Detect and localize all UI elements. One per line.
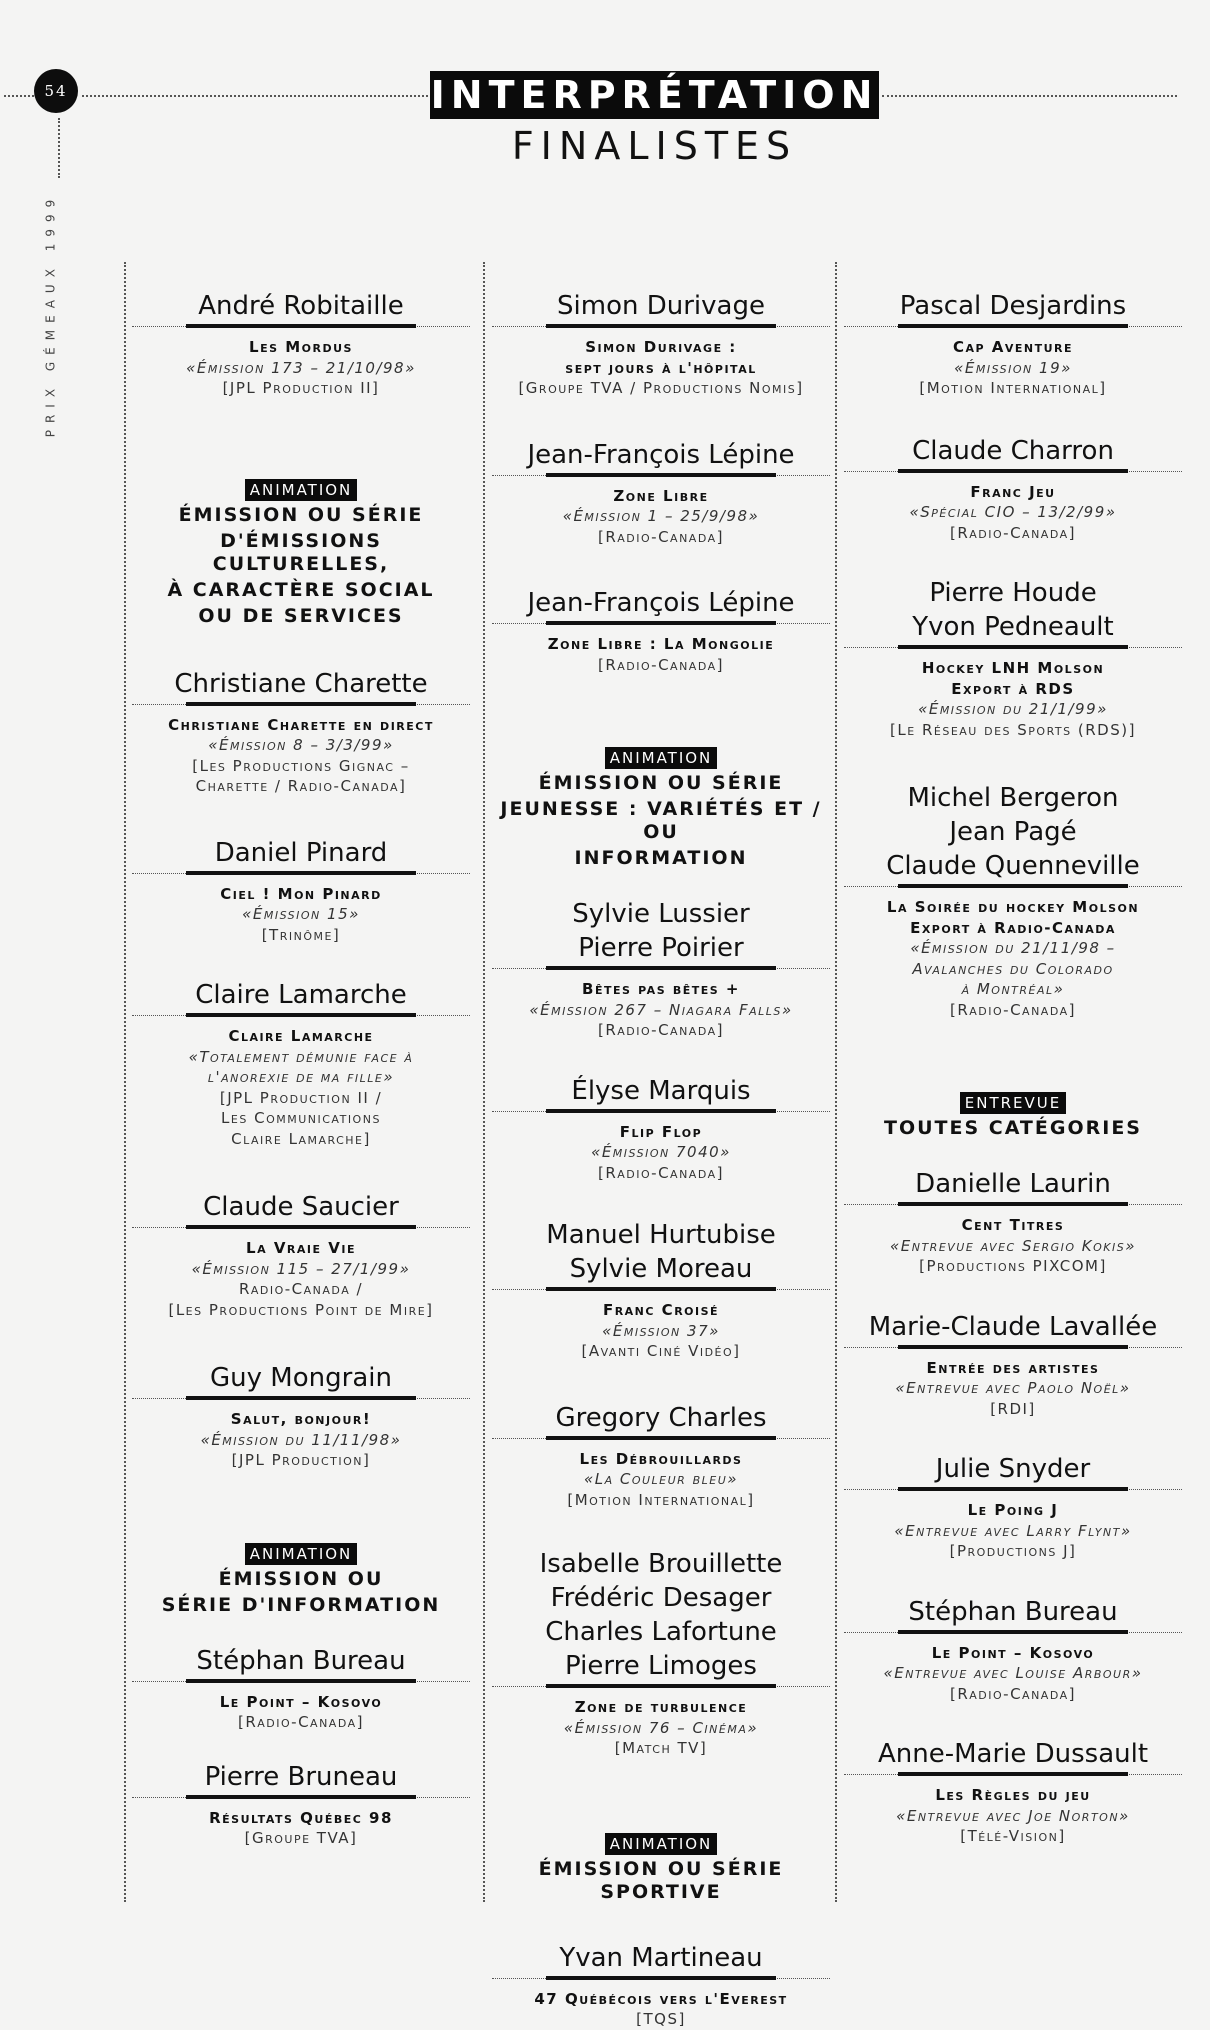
column-1: [132, 256, 470, 1849]
finalist-name: Yvan Martineau: [559, 1942, 763, 1973]
production-credit: [Avanti Ciné Vidéo]: [581, 1342, 741, 1360]
program-title: Ciel ! Mon Pinard: [220, 884, 382, 903]
finalist-name: Claire Lamarche: [195, 980, 407, 1010]
name-rule: [844, 471, 1182, 472]
finalist-name: Pierre Poirier: [578, 933, 744, 963]
category-tag: ENTREVUE: [960, 1092, 1066, 1114]
program-title: Hockey LNH Molson: [921, 659, 1105, 677]
finalist-entry: [132, 1193, 470, 1320]
name-rule: [844, 647, 1182, 648]
program-title: Cent Titres: [961, 1216, 1065, 1234]
finalist-entry: [132, 670, 470, 797]
page-number: 54: [34, 69, 78, 113]
name-rule: [492, 968, 830, 969]
category-title-line: OU DE SERVICES: [198, 604, 404, 627]
program-title: Export à RDS: [951, 679, 1075, 698]
finalist-name: Claude Saucier: [203, 1192, 399, 1222]
name-rule: [132, 1015, 470, 1016]
name-rule: [492, 326, 830, 327]
production-credit: [Les Productions Point de Mire]: [168, 1300, 434, 1319]
finalist-name: Daniel Pinard: [214, 837, 388, 868]
program-title: Zone Libre : La Mongolie: [547, 635, 775, 653]
category-tag: ANIMATION: [245, 1543, 358, 1565]
program-title: Les Débrouillards: [579, 1449, 743, 1468]
column-3: [844, 256, 1182, 1847]
finalist-entry: [492, 441, 830, 548]
episode-detail: «Totalement démunie face à: [188, 1047, 414, 1066]
finalist-entry: [844, 1170, 1182, 1277]
finalist-entry: [844, 1455, 1182, 1562]
program-title: Franc Croisé: [602, 1301, 720, 1319]
finalist-name: Simon Durivage: [557, 291, 765, 321]
episode-detail: «Émission 267 – Niagara Falls»: [529, 1000, 793, 1019]
name-rule: [492, 1111, 830, 1112]
production-credit: [JPL Production II /: [219, 1088, 383, 1107]
program-title: Entrée des artistes: [926, 1358, 1100, 1377]
finalist-entry: [492, 1077, 830, 1184]
finalist-name: Pascal Desjardins: [899, 291, 1127, 321]
episode-detail: «Émission 76 – Cinéma»: [563, 1718, 759, 1737]
category-block: [132, 479, 470, 628]
production-credit: [Radio-Canada]: [598, 1021, 724, 1039]
category-title-line: D'ÉMISSIONS CULTURELLES,: [212, 529, 390, 575]
episode-detail: «Émission 8 – 3/3/99»: [208, 736, 394, 754]
production-credit: [Motion International]: [567, 1490, 755, 1509]
episode-detail: «Spécial CIO – 13/2/99»: [909, 503, 1117, 521]
finalist-name: Yvon Pedneault: [912, 612, 1114, 642]
category-block: [492, 747, 830, 870]
episode-detail: «Émission 173 – 21/10/98»: [186, 358, 416, 377]
finalist-name: André Robitaille: [198, 291, 404, 321]
finalist-name: Sylvie Lussier: [572, 899, 750, 929]
name-rule: [132, 1398, 470, 1399]
finalist-name: Stéphan Bureau: [196, 1645, 406, 1676]
finalist-name: Pierre Houde: [929, 578, 1097, 608]
finalist-name: Guy Mongrain: [210, 1363, 392, 1393]
finalist-name: Isabelle Brouillette: [539, 1549, 783, 1579]
production-credit: Claire Lamarche]: [231, 1129, 371, 1148]
name-rule: [844, 1204, 1182, 1205]
name-rule: [132, 326, 470, 327]
category-title-line: ÉMISSION OU: [218, 1567, 384, 1590]
episode-detail: «Émission du 11/11/98»: [200, 1430, 402, 1449]
episode-detail: «Émission 7040»: [591, 1143, 731, 1161]
name-rule: [844, 1774, 1182, 1775]
program-title: Le Poing J: [967, 1501, 1059, 1519]
production-credit: [Radio-Canada]: [598, 527, 724, 546]
finalist-name: Élyse Marquis: [571, 1075, 751, 1106]
finalist-name: Christiane Charette: [174, 668, 428, 699]
episode-detail: «Entrevue avec Sergio Kokis»: [890, 1236, 1136, 1255]
finalist-entry: [844, 1740, 1182, 1847]
finalist-name: Pierre Bruneau: [204, 1761, 398, 1792]
production-credit: [Radio-Canada]: [950, 523, 1076, 542]
episode-detail: «Entrevue avec Louise Arbour»: [883, 1664, 1143, 1682]
finalist-entry: [132, 1647, 470, 1733]
finalist-name: Jean Pagé: [949, 817, 1077, 847]
program-title: sept jours à l'hôpital: [565, 358, 757, 377]
finalist-entry: [132, 292, 470, 399]
header-dotted-rule-left: [4, 95, 34, 97]
finalist-entry: [844, 1598, 1182, 1705]
finalist-entry: [492, 900, 830, 1041]
production-credit: [Productions J]: [949, 1542, 1077, 1560]
production-credit: [JPL Production]: [231, 1451, 371, 1469]
name-rule: [492, 1289, 830, 1290]
finalist-entry: [492, 1221, 830, 1362]
production-credit: [TQS]: [636, 2010, 686, 2028]
side-dotted-rule: [58, 118, 60, 178]
episode-detail: «Émission 19»: [954, 358, 1072, 377]
program-title: Cap Aventure: [952, 338, 1074, 356]
production-credit: [Radio-Canada]: [950, 1684, 1076, 1703]
program-title: Flip Flop: [619, 1122, 703, 1141]
finalist-name: Jean-François Lépine: [527, 588, 795, 618]
episode-detail: à Montréal»: [961, 980, 1065, 998]
program-title: Les Règles du jeu: [935, 1786, 1091, 1804]
finalist-entry: [844, 579, 1182, 740]
finalist-entry: [844, 437, 1182, 544]
program-title: La Soirée du hockey Molson: [886, 898, 1140, 916]
category-block: [132, 1543, 470, 1617]
finalist-entry: [492, 1550, 830, 1759]
program-title: Zone Libre: [613, 486, 709, 505]
name-rule: [492, 1686, 830, 1687]
episode-detail: «Émission 115 – 27/1/99»: [191, 1259, 411, 1278]
category-title-line: SÉRIE D'INFORMATION: [161, 1593, 441, 1616]
finalist-name: Claude Charron: [912, 435, 1114, 466]
header-dotted-rule-mid: [82, 95, 428, 97]
program-title: Résultats Québec 98: [209, 1808, 393, 1827]
name-rule: [492, 475, 830, 476]
production-credit: [Radio-Canada]: [238, 1713, 364, 1731]
finalist-entry: [132, 981, 470, 1149]
episode-detail: «Émission du 21/11/98 –: [910, 939, 1116, 957]
category-title-line: ÉMISSION OU SÉRIE: [538, 772, 784, 794]
section-subtitle: FINALISTES: [511, 124, 798, 168]
program-title: Claire Lamarche: [228, 1027, 374, 1045]
category-title-line: INFORMATION: [574, 847, 748, 869]
program-title: 47 Québécois vers l'Everest: [534, 1989, 788, 2008]
finalist-name: Julie Snyder: [935, 1454, 1091, 1484]
name-rule: [132, 873, 470, 874]
finalist-entry: [492, 589, 830, 675]
program-title: La Vraie Vie: [246, 1239, 356, 1257]
name-rule: [492, 1438, 830, 1439]
episode-detail: «Entrevue avec Larry Flynt»: [894, 1521, 1132, 1540]
section-title: INTERPRÉTATION: [430, 73, 879, 117]
finalist-entry: [132, 1763, 470, 1849]
category-title-line: ÉMISSION OU SÉRIE: [178, 503, 424, 526]
finalist-name: Charles Lafortune: [545, 1617, 777, 1647]
program-title: Salut, bonjour!: [230, 1410, 372, 1428]
side-running-title-text: PRIX GÉMEAUX 1999: [43, 192, 57, 438]
production-credit: Les Communications: [221, 1109, 381, 1127]
production-credit: [Groupe TVA]: [244, 1829, 358, 1847]
name-rule: [844, 326, 1182, 327]
finalist-name: Claude Quenneville: [886, 851, 1140, 881]
column-separator: [124, 262, 126, 1902]
category-block: [492, 1833, 830, 1904]
name-rule: [844, 886, 1182, 887]
episode-detail: Avalanches du Colorado: [912, 959, 1114, 978]
finalist-name: Danielle Laurin: [915, 1169, 1111, 1199]
production-credit: [Trinôme]: [261, 925, 341, 944]
category-tag: ANIMATION: [605, 1833, 718, 1855]
name-rule: [492, 1978, 830, 1979]
program-title: Le Point – Kosovo: [931, 1643, 1095, 1662]
finalist-entry: [844, 1313, 1182, 1420]
finalist-entry: [492, 1404, 830, 1511]
finalist-entry: [132, 1364, 470, 1471]
finalist-name: Manuel Hurtubise: [546, 1220, 776, 1250]
column-2: [492, 256, 830, 2030]
episode-detail: «La Couleur bleu»: [583, 1470, 739, 1488]
production-credit: [Télé-Vision]: [960, 1827, 1066, 1845]
production-credit: [JPL Production II]: [222, 379, 380, 397]
column-separator: [835, 262, 837, 1902]
name-rule: [492, 623, 830, 624]
production-credit: [Les Productions Gignac –: [192, 756, 410, 775]
program-title: Franc Jeu: [970, 482, 1056, 501]
header-dotted-rule-right: [882, 95, 1177, 97]
column-separator: [483, 262, 485, 1902]
name-rule: [844, 1347, 1182, 1348]
finalist-name: Pierre Limoges: [565, 1651, 757, 1681]
production-credit: [RDI]: [990, 1399, 1036, 1418]
side-running-title: [40, 192, 60, 438]
category-title-line: TOUTES CATÉGORIES: [883, 1117, 1142, 1139]
production-credit: Charette / Radio-Canada]: [195, 777, 407, 795]
finalist-entry: [492, 292, 830, 399]
program-title: Les Mordus: [249, 338, 353, 356]
category-block: [844, 1092, 1182, 1140]
finalist-name: Marie-Claude Lavallée: [868, 1311, 1158, 1342]
category-title-line: ÉMISSION OU SÉRIE SPORTIVE: [538, 1857, 784, 1903]
production-credit: [Le Réseau des Sports (RDS)]: [890, 720, 1136, 739]
finalist-entry: [844, 292, 1182, 399]
finalist-name: Stéphan Bureau: [908, 1596, 1118, 1627]
production-credit: [Radio-Canada]: [950, 1000, 1076, 1019]
finalist-entry: [492, 1944, 830, 2030]
program-title: Export à Radio-Canada: [910, 918, 1116, 937]
production-credit: [Motion International]: [919, 379, 1107, 397]
episode-detail: «Entrevue avec Paolo Noël»: [895, 1379, 1131, 1397]
episode-detail: «Émission 15»: [242, 905, 360, 923]
finalist-name: Sylvie Moreau: [569, 1254, 753, 1284]
program-title: Christiane Charette en direct: [168, 715, 434, 734]
finalist-entry: [132, 839, 470, 946]
name-rule: [844, 1489, 1182, 1490]
finalist-name: Jean-François Lépine: [527, 439, 795, 470]
program-title: Bêtes pas bêtes +: [582, 980, 740, 998]
category-title-line: JEUNESSE : VARIÉTÉS ET / OU: [500, 798, 822, 843]
episode-detail: l'anorexie de ma fille»: [207, 1068, 395, 1086]
episode-detail: «Émission 1 – 25/9/98»: [562, 507, 760, 525]
category-tag: ANIMATION: [245, 479, 358, 501]
episode-detail: «Émission du 21/1/99»: [918, 700, 1108, 718]
finalist-name: Gregory Charles: [555, 1402, 767, 1433]
program-title: Le Point – Kosovo: [219, 1692, 383, 1711]
finalist-name: Frédéric Desager: [550, 1583, 772, 1613]
production-credit: [Radio-Canada]: [598, 655, 724, 674]
name-rule: [132, 1227, 470, 1228]
name-rule: [844, 1632, 1182, 1633]
production-credit: [Groupe TVA / Productions Nomis]: [518, 379, 804, 397]
program-title: Simon Durivage :: [585, 338, 737, 356]
category-tag: ANIMATION: [605, 747, 718, 769]
production-credit: Radio-Canada /: [238, 1280, 364, 1298]
production-credit: [Match TV]: [614, 1739, 708, 1757]
program-title: Zone de turbulence: [574, 1698, 748, 1716]
name-rule: [132, 1797, 470, 1798]
production-credit: [Productions PIXCOM]: [919, 1257, 1107, 1275]
finalist-name: Michel Bergeron: [907, 783, 1119, 813]
finalist-name: Anne-Marie Dussault: [877, 1739, 1149, 1769]
name-rule: [132, 704, 470, 705]
name-rule: [132, 1681, 470, 1682]
category-title-line: À CARACTÈRE SOCIAL: [167, 578, 435, 601]
production-credit: [Radio-Canada]: [598, 1163, 724, 1182]
episode-detail: «Émission 37»: [602, 1321, 720, 1340]
finalist-entry: [844, 784, 1182, 1020]
episode-detail: «Entrevue avec Joe Norton»: [896, 1806, 1130, 1825]
